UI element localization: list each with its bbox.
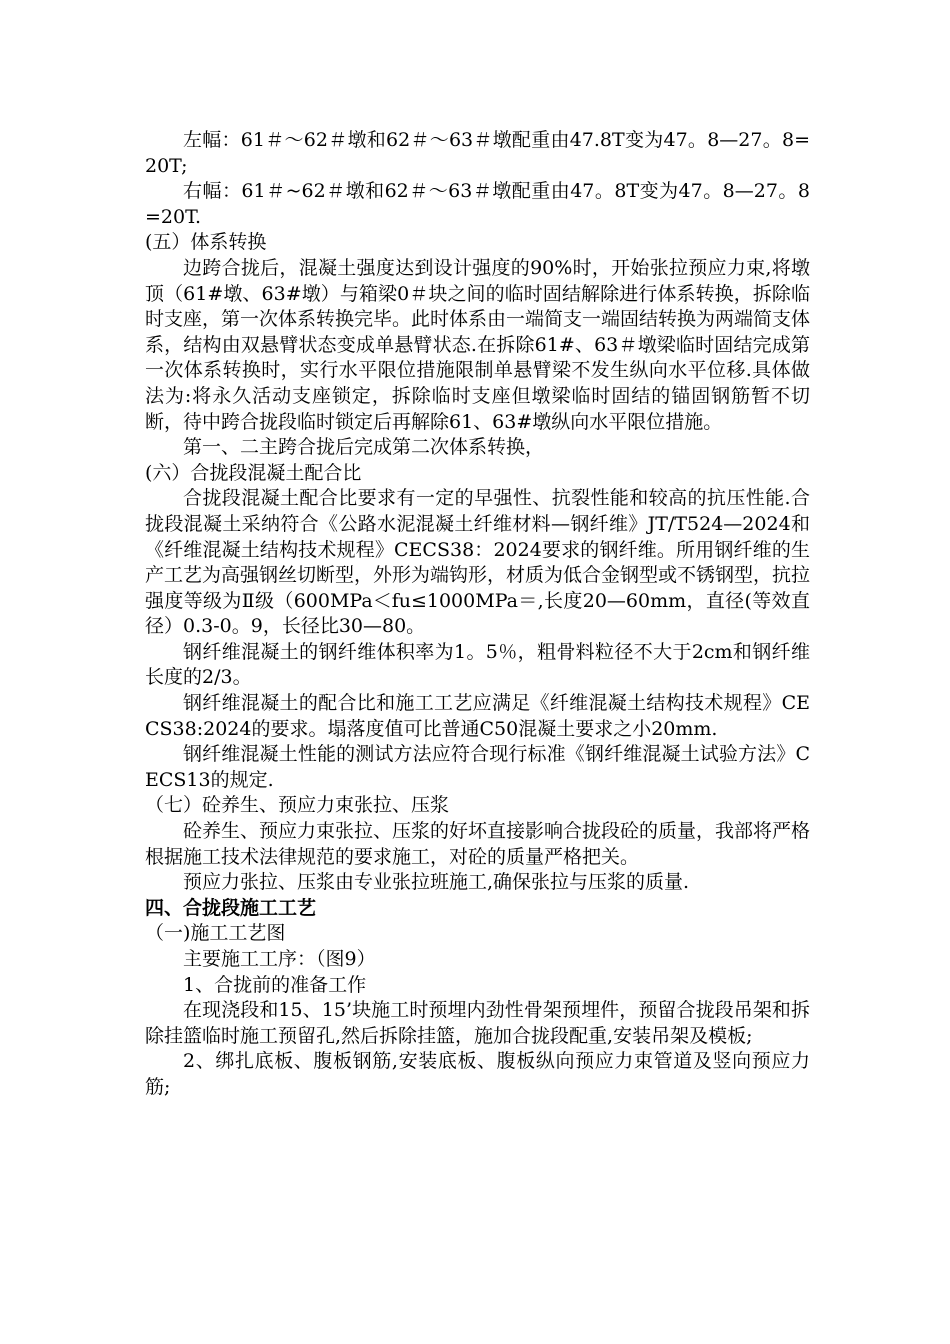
- document-body: [145, 128, 810, 1101]
- paragraph-tensioning-team: 预应力张拉、压浆由专业张拉班施工,确保张拉与压浆的质量.: [183, 871, 690, 894]
- heading-curing-tensioning: （七）砼养生、预应力束张拉、压浆: [145, 794, 450, 817]
- paragraph-mix-process: 钢纤维混凝土的配合比和施工工艺应满足《纤维混凝土结构技术规程》CECS38:2024的要求。塌落度值可比普通C50混凝土要求之小20mm.: [145, 692, 810, 740]
- paragraph-second-conversion: 第一、二主跨合拢后完成第二次体系转换，: [183, 436, 545, 459]
- paragraph-main-steps: 主要施工工序：（图9）: [183, 948, 376, 970]
- paragraph-step-1-body: 在现浇段和15、15’块施工时预埋内劲性骨架预埋件，预留合拢段吊架和拆除挂篮临时施工预留孔,然后拆除挂篮，施加合拢段配重,安装吊架及模板;: [145, 999, 810, 1047]
- paragraph-step-2: 2、绑扎底板、腹板钢筋,安装底板、腹板纵向预应力束管道及竖向预应力筋;: [145, 1050, 810, 1098]
- paragraph-curing-quality: 砼养生、预应力束张拉、压浆的好坏直接影响合拢段砼的质量，我部将严格根据施工技术法律规范的要求施工，对砼的质量严格把关。: [145, 820, 811, 868]
- paragraph-concrete-mix: 合拢段混凝土配合比要求有一定的早强性、抗裂性能和较高的抗压性能.合拢段混凝土采纳符合《公路水泥混凝土纤维材料—钢纤维》JT/T524—2024和《纤维混凝土结构技术规程》CECS38：2024要求的钢纤维。所用钢纤维的生产工艺为高强钢丝切断型，外形为端钩形，材质为低合金钢型或不锈钢型，抗拉强度等级为Ⅱ级（600MPa＜fu≤1000MPa＝,长度20—60mm，直径(等效直径）0.3-0。9，长径比30—80。: [145, 487, 811, 638]
- paragraph-test-method: 钢纤维混凝土性能的测试方法应符合现行标准《钢纤维混凝土试验方法》CECS13的规定.: [145, 743, 810, 791]
- paragraph-right-counterweight: 右幅：61＃~62＃墩和62＃～63＃墩配重由47。8T变为47。8—27。8=20T.: [145, 180, 810, 228]
- heading-concrete-mix: (六）合拢段混凝土配合比: [145, 461, 362, 484]
- heading-process-diagram: （一)施工工艺图: [145, 922, 286, 945]
- heading-closure-process: 四、合拢段施工工艺: [145, 896, 317, 919]
- paragraph-step-1-title: 1、合拢前的准备工作: [183, 973, 367, 996]
- paragraph-left-counterweight: 左幅：61＃～62＃墩和62＃～63＃墩配重由47.8T变为47。8—27。8=20T;: [145, 129, 810, 177]
- paragraph-fiber-volume: 钢纤维混凝土的钢纤维体积率为1。5％，粗骨料粒径不大于2cm和钢纤维长度的2/3。: [145, 640, 810, 689]
- paragraph-system-conversion: 边跨合拢后，混凝土强度达到设计强度的90%时，开始张拉预应力束,将墩顶（61#墩、63#墩）与箱梁0＃块之间的临时固结解除进行体系转换，拆除临时支座，第一次体系转换完毕。此时体系由一端简支一端固结转换为两端简支体系，结构由双悬臂状态变成单悬臂状态.在拆除61#、63＃墩梁临时固结完成第一次体系转换时，实行水平限位措施限制单悬臂梁不发生纵向水平位移.具体做法为:将永久活动支座锁定，拆除临时支座但墩梁临时固结的锚固钢筋暂不切断，待中跨合拢段临时锁定后再解除61、63#墩纵向水平限位措施。: [145, 256, 811, 433]
- heading-system-conversion: (五）体系转换: [145, 231, 267, 254]
